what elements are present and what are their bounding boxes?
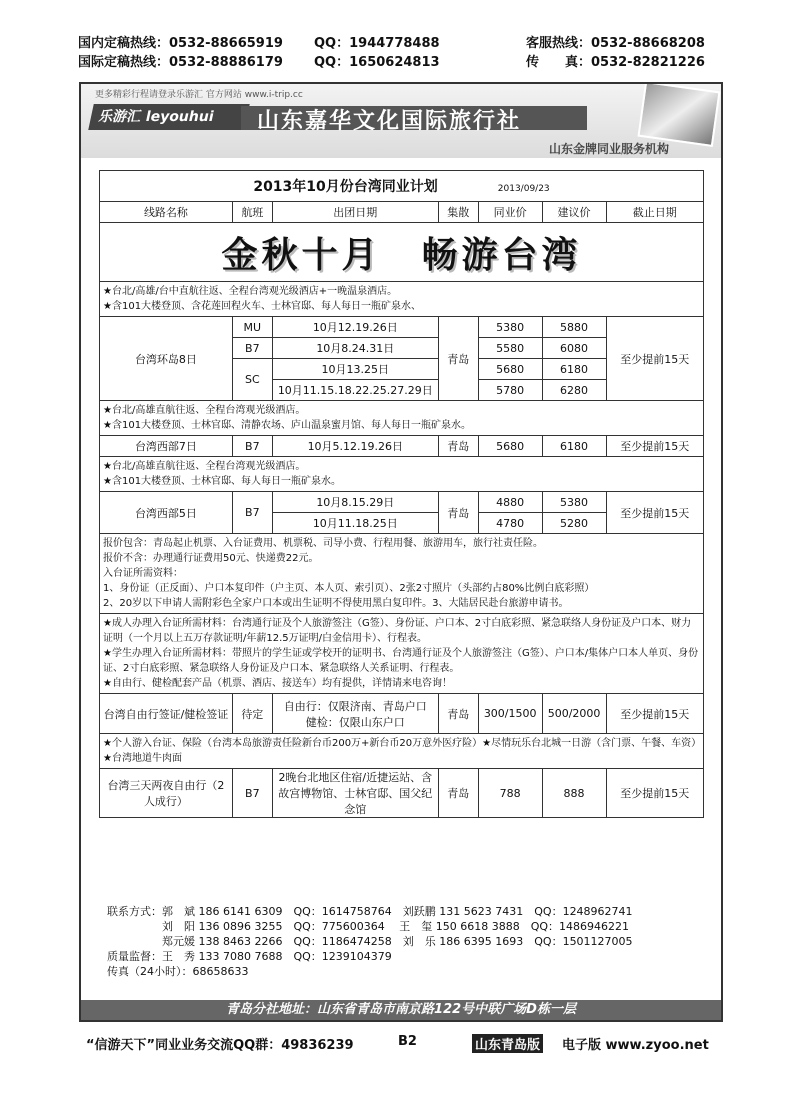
free-travel-notes: ★成人办理入台证所需材料：台湾通行证及个人旅游签注（G签）、身份证、户口本、2寸白底彩照、紧急联络人身份证及户口本、财力证明（一个月以上五万存款证明/年薪12.5万证明/白金信用卡）、行程表。 ★学生办理入台证所需材料：带照片的学生证或学校开的证明书、台湾通行证及个人旅游签注（G签）、户口本/集体户口本人单页、身份证、2寸白底彩照、紧急联络人身份证及户口本、紧急联络人关系证明、行程表。 ★自由行、健检配套产品（机票、酒店、接送车）均有提供，详情请来电咨询！ <box>100 614 704 694</box>
edition-badge: 山东青岛版 <box>472 1034 543 1053</box>
table-row: 台湾西部7日 B7 10月5.12.19.26日 青岛 5680 6180 至少提前15天 <box>100 436 704 457</box>
hero-slogan: 金秋十月 畅游台湾 <box>100 223 704 282</box>
company-name: 山东嘉华文化国际旅行社 <box>257 108 522 134</box>
note-3day: ★个人游入台证、保险（台湾本岛旅游责任险新台币200万+新台币20万意外医疗险）★尽情玩乐台北城一日游（含门票、午餐、车资）★台湾地道牛肉面 <box>100 734 704 769</box>
brand-logo: 乐游汇 leyouhui <box>88 104 250 130</box>
tour-plan-table <box>99 170 704 818</box>
table-row: 台湾三天两夜自由行（2人成行） B7 2晚台北地区住宿/近捷运站、含故宫博物馆、士林官邸、国父纪念馆 青岛 788 888 至少提前15天 <box>100 769 704 818</box>
website-note: 更多精彩行程请登录乐游汇 官方网站 www.i-trip.cc <box>95 90 303 100</box>
note-west-5: ★台北/高雄直航往返、全程台湾观光级酒店。 ★含101大楼登顶、士林官邸、每人每日一瓶矿泉水。 <box>100 457 704 492</box>
page-footer <box>86 1034 726 1053</box>
note-round-island: ★台北/高雄/台中直航往返、全程台湾观光级酒店+一晚温泉酒店。 ★含101大楼登顶、含花莲回程火车、士林官邸、每人每日一瓶矿泉水、 <box>100 282 704 317</box>
table-row: 台湾环岛8日 MU 10月12.19.26日 青岛 5380 5880 至少提前15天 <box>100 317 704 338</box>
intl-qq: QQ：1650624813 <box>314 55 440 70</box>
table-header: 线路名称 航班 出团日期 集散 同业价 建议价 截止日期 <box>100 202 704 223</box>
slogan: 山东金牌同业服务机构 <box>549 142 670 156</box>
page-number: B2 <box>398 1034 417 1049</box>
service-hotline: 客服热线：0532-88668208 <box>526 36 705 51</box>
fax-line: 传 真：0532-82821226 <box>526 55 705 70</box>
intl-hotline: 国际定稿热线：0532-88886179 <box>78 55 283 70</box>
website-link[interactable]: 电子版 www.zyoo.net <box>562 1038 709 1053</box>
company-header <box>81 84 721 158</box>
domestic-qq: QQ：1944778488 <box>314 36 440 51</box>
contact-list: 联系方式：郭 斌 186 6141 6309 QQ：1614758764 刘跃鹏 131 5623 7431 QQ：1248962741 刘 阳 136 0896 3255 QQ：775600364 王 玺 150 6618 3888 QQ：1486946221 郑元媛 138 8463 2266 QQ：1186474258 刘 乐 186 6395 1693 QQ：1501127005 质量监督：王 秀 133 7080 7688 QQ：1239104379 传真（24小时）：68658633 <box>107 905 633 978</box>
table-row: SC 10月13.25日 5680 6180 <box>100 359 704 380</box>
branch-address: 青岛分社地址：山东省青岛市南京路122号中联广场D栋一层 <box>81 1000 721 1020</box>
plan-title: 2013年10月份台湾同业计划 2013/09/23 <box>100 171 704 202</box>
domestic-hotline: 国内定稿热线：0532-88665919 <box>78 36 283 51</box>
table-row: 台湾西部5日 B7 10月8.15.29日 青岛 4880 5380 至少提前15天 <box>100 492 704 513</box>
table-row: 10月11.15.18.22.25.27.29日 5780 6280 <box>100 380 704 401</box>
qq-group: “信游天下”同业业务交流QQ群：49836239 <box>86 1038 354 1053</box>
table-row: B7 10月8.24.31日 5580 6080 <box>100 338 704 359</box>
price-terms: 报价包含：青岛起止机票、入台证费用、机票税、司导小费、行程用餐、旅游用车，旅行社责任险。 报价不含：办理通行证费用50元、快递费22元。 入台证所需资料： 1、身份证（正反面）、户口本复印件（户主页、本人页、索引页）、2张2寸照片（头部约占80%比例白底彩照） 2、20岁以下申请人需附彩色全家户口本或出生证明不得使用黑白复印件。3、大陆居民赴台旅游申请书。 <box>100 534 704 614</box>
note-west-7: ★台北/高雄直航往返、全程台湾观光级酒店。 ★含101大楼登顶、士林官邸、清静农场、庐山温泉蜜月馆、每人每日一瓶矿泉水。 <box>100 401 704 436</box>
table-row: 10月11.18.25日 4780 5280 <box>100 513 704 534</box>
ad-frame <box>79 82 723 1022</box>
plan-date: 2013/09/23 <box>497 184 550 194</box>
table-row: 台湾自由行签证/健检签证 待定 自由行：仅限济南、青岛户口 健检：仅限山东户口 青岛 300/1500 500/2000 至少提前15天 <box>100 694 704 734</box>
scenery-photo <box>637 82 720 147</box>
